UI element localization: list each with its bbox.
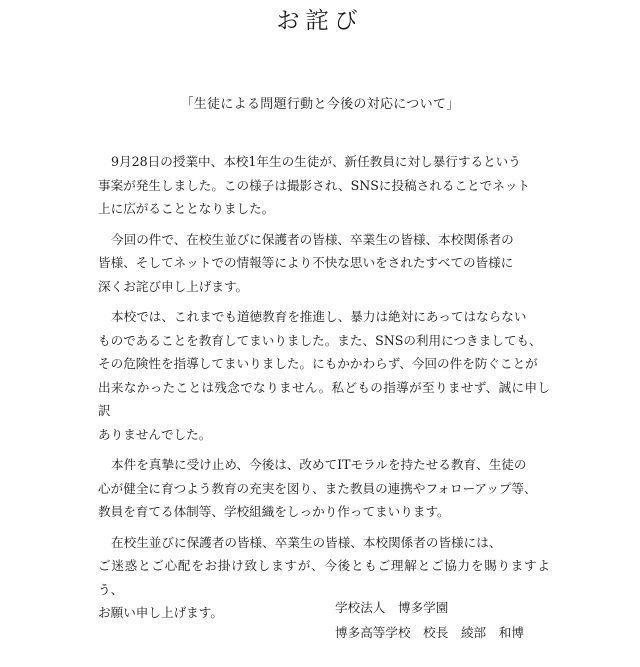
paragraph-line: ものであることを教育してまいりました。また、SNSの利用につきましても、 (98, 332, 542, 348)
paragraph-line: 本校では、これまでも道徳教育を推進し、暴力は絶対にあってはならない (111, 309, 527, 324)
paragraph-line: 9月28日の授業中、本校1年生の生徒が、新任教員に対し暴行するという (111, 154, 521, 169)
document-title: お詫び (276, 8, 364, 34)
paragraph-line: 今回の件で、在校生並びに保護者の皆様、卒業生の皆様、本校関係者の (111, 231, 514, 247)
paragraph-line: 在校生並びに保護者の皆様、卒業生の皆様、本校関係者の皆様には、 (111, 534, 502, 550)
document-subtitle: 「生徒による問題行動と今後の対応について」 (180, 97, 460, 112)
paragraph-line: 出来なかったことは残念でなりません。私どもの指導が至りませず、誠に申し訳 (98, 379, 550, 418)
signature-block (335, 595, 524, 645)
signature-principal: 博多高等学校 校長 綾部 和博 (335, 625, 524, 640)
paragraph-line: 皆様、そしてネットでの情報等により不快な思いをされたすべての皆様に (98, 255, 514, 270)
paragraph-line: 深くお詫び申し上げます。 (98, 278, 249, 294)
paragraph-measures (98, 453, 550, 524)
paragraph-line: 事案が発生しました。この様子は撮影され、SNSに投稿されることでネット (98, 177, 531, 193)
paragraph-line: 心が健全に育つよう教育の充実を図り、また教員の連携やフォローアップ等、 (98, 480, 537, 496)
document-body (98, 150, 550, 632)
paragraph-line: 本件を真摯に受け止め、今後は、改めてITモラルを持たせる教育、生徒の (111, 457, 527, 472)
paragraph-line: その危険性を指導してまいりました。にもかかわらず、今回の件を防ぐことが (98, 356, 538, 371)
paragraph-line: ご迷惑とご心配をお掛け致しますが、今後ともご理解とご協力を賜りますよう、 (98, 558, 550, 597)
paragraph-education (98, 305, 550, 446)
signature-organization: 学校法人 博多学園 (335, 600, 449, 615)
paragraph-line: 上に広がることとなりました。 (98, 201, 275, 216)
paragraph-line: 教員を育てる体制等、学校組織をしっかり作ってまいります。 (98, 504, 450, 519)
paragraph-apology (98, 228, 550, 299)
paragraph-line: お願い申し上げます。 (98, 605, 223, 620)
paragraph-line: ありませんでした。 (98, 426, 212, 442)
paragraph-incident (98, 150, 550, 221)
